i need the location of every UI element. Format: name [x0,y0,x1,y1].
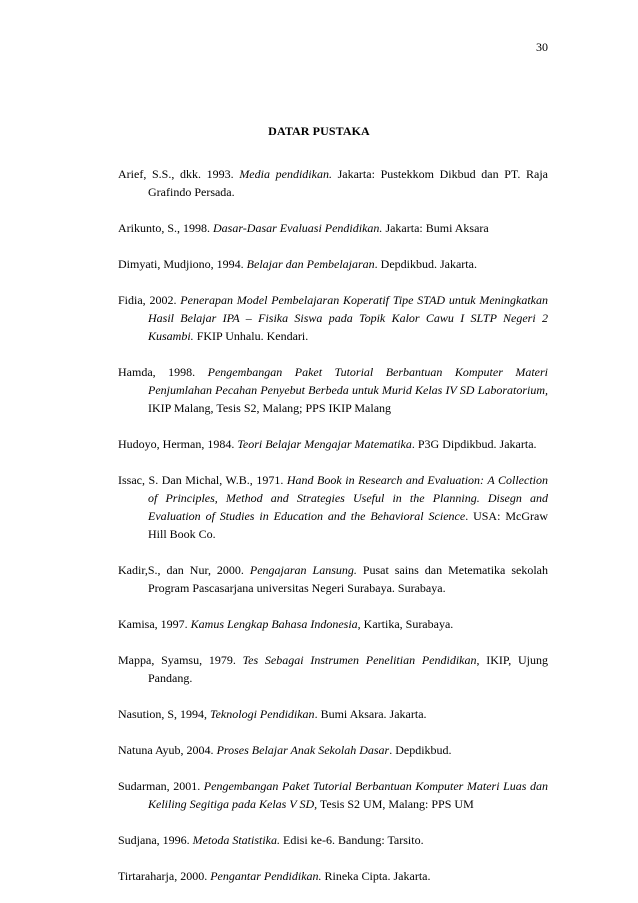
reference-author-year: Hamda, 1998. [118,365,208,379]
reference-entry [118,867,548,885]
reference-entry [118,615,548,633]
page-title: DATAR PUSTAKA [268,124,370,138]
reference-title: Teori Belajar Mengajar Matematika [237,437,412,451]
reference-entry [118,165,548,201]
reference-publisher: Edisi ke-6. Bandung: Tarsito. [280,833,424,847]
reference-author-year: Kamisa, 1997. [118,617,191,631]
reference-title: Tes Sebagai Instrumen Penelitian Pendidikan [242,653,477,667]
reference-title: Pengembangan Paket Tutorial Berbantuan Komputer Materi Penjumlahan Pecahan Penyebut Berbeda untuk Murid Kelas IV SD Laboratorium, [148,365,549,397]
reference-entry [118,219,548,237]
reference-title: Pengajaran Lansung. [249,563,357,577]
reference-author-year: Dimyati, Mudjiono, 1994. [118,257,247,271]
reference-publisher: . USA: McGraw Hill Book Co. [148,509,548,541]
reference-author-year: Hudoyo, Herman, 1984. [118,437,238,451]
reference-publisher: . Depdikbud. [389,743,452,757]
reference-title: Kamus Lengkap Bahasa Indonesia [190,617,358,631]
reference-publisher: . Bumi Aksara. Jakarta. [314,707,427,721]
reference-entry [118,471,548,543]
reference-publisher: IKIP Malang, Tesis S2, Malang; PPS IKIP Malang [148,401,392,415]
reference-publisher: . P3G Dipdikbud. Jakarta. [411,437,537,451]
reference-entry [118,561,548,597]
reference-entry [118,705,548,723]
reference-entry [118,777,548,813]
reference-entry [118,363,548,417]
reference-publisher: . Depdikbud. Jakarta. [374,257,477,271]
reference-author-year: Natuna Ayub, 2004. [118,743,217,757]
reference-publisher: Pusat sains dan Metematika sekolah Program Pascasarjana universitas Negeri Surabaya. Surabaya. [148,563,549,595]
reference-author-year: Arikunto, S., 1998. [118,221,214,235]
reference-author-year: Issac, S. Dan Michal, W.B., 1971. [118,473,287,487]
reference-title: Belajar dan Pembelajaran [246,257,375,271]
reference-title: Proses Belajar Anak Sekolah Dasar [216,743,390,757]
reference-entry [118,291,548,345]
reference-publisher: Jakarta: Pustekkom Dikbud dan PT. Raja Grafindo Persada. [148,167,548,199]
reference-title: Teknologi Pendidikan [210,707,315,721]
reference-author-year: Fidia, 2002. [118,293,181,307]
reference-title: Dasar-Dasar Evaluasi Pendidikan. [213,221,383,235]
reference-title: Penerapan Model Pembelajaran Koperatif Tipe STAD untuk Meningkatkan Hasil Belajar IPA – Fisika Siswa pada Topik Kalor Cawu I SLTP Negeri 2 Kusambi. [148,293,548,343]
reference-publisher: Jakarta: Bumi Aksara [382,221,489,235]
reference-author-year: Mappa, Syamsu, 1979. [118,653,243,667]
reference-title: Pengembangan Paket Tutorial Berbantuan Komputer Materi Luas dan Keliling Segitiga pada Kelas V SD, [148,779,549,811]
reference-author-year: Nasution, S, 1994, [118,707,211,721]
reference-entry [118,741,548,759]
reference-author-year: Sudjana, 1996. [118,833,193,847]
reference-entry [118,255,548,273]
reference-list [118,165,548,903]
page-number: 30 [536,40,548,54]
reference-title: Hand Book in Research and Evaluation: A Collection of Principles, Method and Strategies Useful in the Planning. Disegn and Evaluation of Studies in Education and the Behavioral Science [148,473,548,523]
reference-publisher: Rineka Cipta. Jakarta. [321,869,431,883]
reference-title: Pengantar Pendidikan. [210,869,322,883]
reference-entry [118,435,548,453]
reference-entry [118,831,548,849]
reference-publisher: FKIP Unhalu. Kendari. [193,329,309,343]
reference-publisher: , Kartika, Surabaya. [357,617,454,631]
reference-publisher: Tesis S2 UM, Malang: PPS UM [317,797,474,811]
reference-entry [118,651,548,687]
reference-author-year: Sudarman, 2001. [118,779,204,793]
reference-title: Media pendidikan. [239,167,332,181]
reference-title: Metoda Statistika. [192,833,280,847]
reference-author-year: Arief, S.S., dkk. 1993. [118,167,240,181]
reference-author-year: Tirtaraharja, 2000. [118,869,211,883]
reference-publisher: , IKIP, Ujung Pandang. [148,653,548,685]
reference-author-year: Kadir,S., dan Nur, 2000. [118,563,250,577]
